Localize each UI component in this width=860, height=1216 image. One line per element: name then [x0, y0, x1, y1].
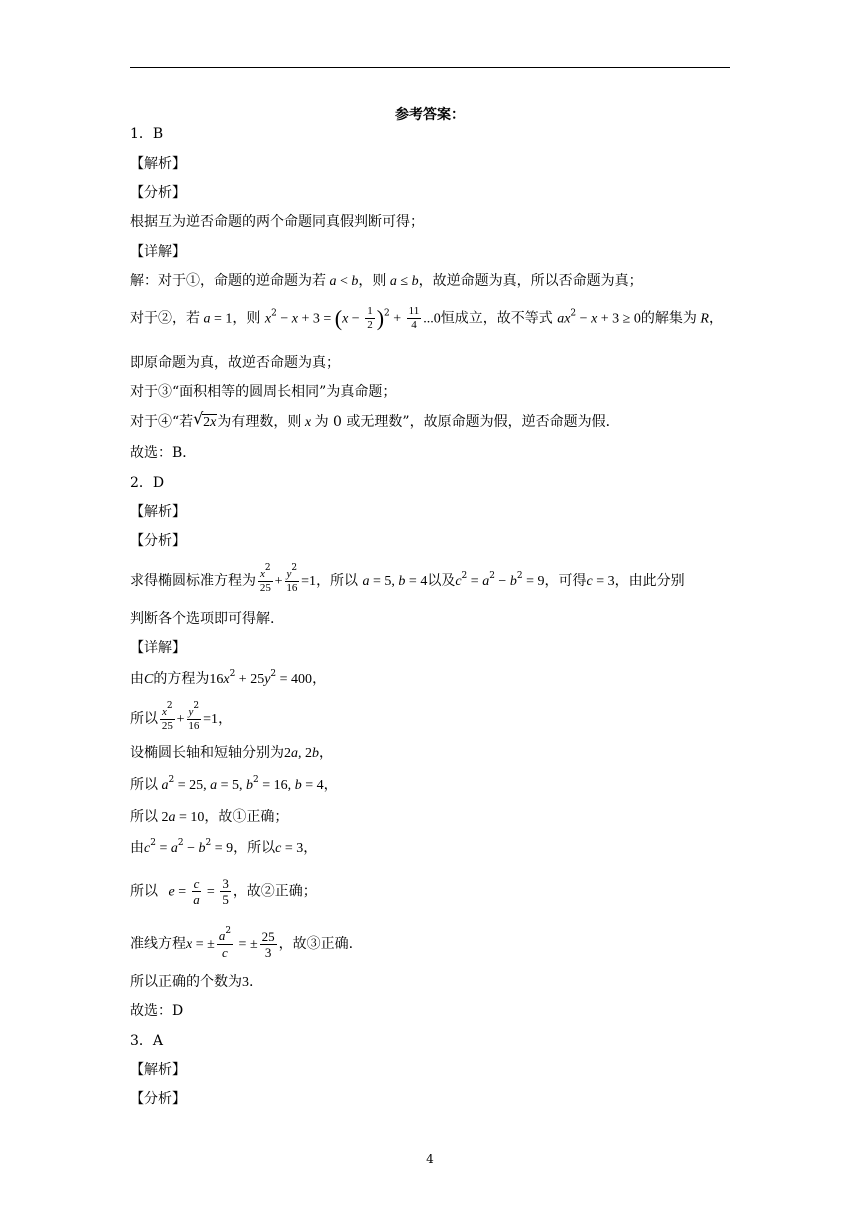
q1-detail-line-2: 对于②，若 a = 1，则 $x^2 - x + 3 = (x$ − $\frac{1}{2}$ )$^2$ + $\frac{11}{4}$ ...0恒成立，故不等式 $ax^2 - x + 3 \ge 0$的解集为 R，: [130, 305, 723, 331]
q2-detail-line-6: 由$c^2 = a^2 - b^2 = 9$，所以c = 3，: [130, 838, 318, 856]
q1-jiexi-heading: 【解析】: [130, 156, 186, 172]
q2-detail-line-1: 由C的方程为$16x^2 + 25y^2 = 400$，: [130, 669, 327, 687]
q1-choice: 故选：B．: [130, 445, 197, 461]
q2-detail-line-5: 所以 2a = 10，故①正确；: [130, 809, 289, 825]
q1-detail-line-4: 对于③“面积相等的圆周长相同”为真命题；: [130, 384, 397, 400]
q1-fenxi-text: 根据互为逆否命题的两个命题同真假判断可得；: [130, 214, 424, 230]
q2-answer: 2．D: [130, 475, 165, 491]
q1-fenxi-heading: 【分析】: [130, 185, 186, 201]
q2-fenxi-line-2: 判断各个选项即可得解.: [130, 611, 275, 627]
q2-detail-line-7: 所以 e = $\frac{c}{a}$ = $\frac{3}{5}$ ，故②正确；: [130, 876, 317, 907]
q1-answer: 1．B: [130, 126, 164, 142]
q2-jiexi-heading: 【解析】: [130, 504, 186, 520]
q3-answer: 3．A: [130, 1033, 164, 1049]
header-rule: [130, 67, 730, 68]
q2-choice: 故选：D: [130, 1003, 184, 1019]
page-number: 4: [426, 1152, 434, 1166]
q3-fenxi-heading: 【分析】: [130, 1091, 186, 1107]
q2-detail-line-3: 设椭圆长轴和短轴分别为2a, 2b，: [130, 745, 333, 761]
q2-detail-line-2: 所以 $\frac{x^2}{25}$ + $\frac{y^2}{16}$ =1，: [130, 701, 233, 732]
q2-fenxi-heading: 【分析】: [130, 533, 186, 549]
q2-detail-line-8: 准线方程x = ± $\frac{a^2}{c}$ = ± $\frac{25}{3}$ ，故③正确.: [130, 926, 354, 960]
q2-detail-line-9: 所以正确的个数为3.: [130, 974, 254, 990]
page-title: 参考答案：: [395, 107, 465, 123]
q1-detail-line-3: 即原命题为真，故逆否命题为真；: [130, 355, 340, 371]
q1-detail-line-5: 对于④“若 √ 2x为有理数，则 x 为 0 或无理数”，故原命题为假，逆否命题为假．: [130, 409, 620, 430]
q3-jiexi-heading: 【解析】: [130, 1062, 186, 1078]
q2-xiangjie-heading: 【详解】: [130, 640, 186, 656]
q1-detail-line-1: 解：对于①，命题的逆命题为若 a < b，则 a ≤ b，故逆命题为真，所以否命题为真；: [130, 273, 643, 289]
q2-fenxi-line-1: 求得椭圆标准方程为 $\frac{x^2}{25}$ + $\frac{y^2}{16}$ =1，所以 a = 5, b = 4以及$c^2 = a^2 - b^2 = 9$，可得c = 3，由此分别: [130, 563, 685, 594]
q1-xiangjie-heading: 【详解】: [130, 244, 186, 260]
q2-detail-line-4: 所以 $a^2 = 25$, a = 5, $b^2 = 16$, b = 4，: [130, 775, 338, 793]
